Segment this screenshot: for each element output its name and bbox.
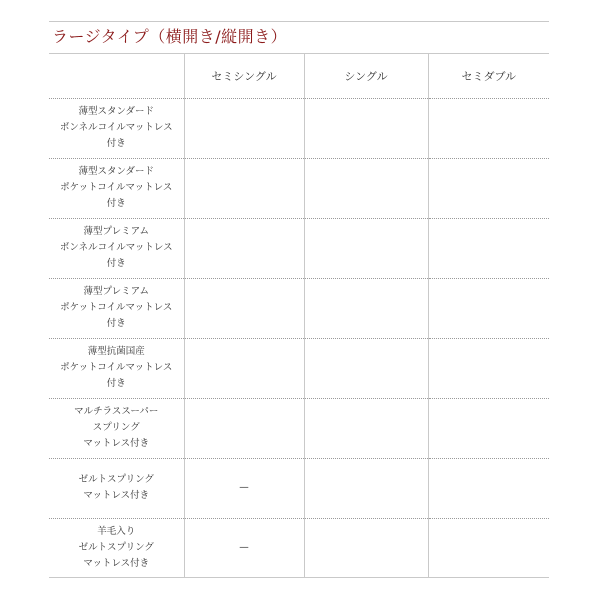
row-label-line: ポケットコイルマットレス	[60, 362, 173, 373]
table-row	[49, 218, 549, 278]
row-label-line: 羊毛入り	[97, 525, 136, 537]
cell-single	[304, 158, 428, 218]
row-label-line: 付き	[106, 258, 126, 269]
cell-semi-double	[428, 458, 549, 518]
cell-semi-double	[428, 98, 549, 158]
table-row	[49, 398, 549, 458]
section-title: ラージタイプ（横開き/縦開き）	[52, 27, 288, 46]
row-label	[49, 218, 184, 278]
column-header-semi-single: セミシングル	[184, 54, 304, 98]
cell-semi-single	[184, 338, 304, 398]
top-divider	[49, 21, 549, 22]
row-label-line: 薄型スタンダード	[78, 166, 155, 177]
row-label-line: マルチラススーパー	[74, 406, 159, 417]
cell-semi-single	[184, 158, 304, 218]
cell-semi-double	[428, 158, 549, 218]
cell-semi-double	[428, 518, 549, 577]
row-label	[49, 98, 184, 158]
table-header-row	[49, 54, 549, 98]
row-label-line: 薄型プレミアム	[83, 286, 149, 297]
row-label-line: マットレス付き	[83, 438, 150, 449]
row-label	[49, 398, 184, 458]
row-label-line: 付き	[106, 378, 126, 389]
row-label-line: ボンネルコイルマットレス	[59, 122, 173, 133]
size-availability-table	[49, 54, 549, 578]
cell-semi-double	[428, 398, 549, 458]
cell-single	[304, 278, 428, 338]
row-label-line: マットレス付き	[83, 557, 150, 569]
cell-semi-single: —	[184, 518, 304, 577]
cell-single	[304, 518, 428, 577]
table-row	[49, 338, 549, 398]
row-label-line: ポケットコイルマットレス	[60, 182, 173, 193]
cell-single	[304, 218, 428, 278]
row-label-line: 薄型抗菌国産	[87, 346, 145, 357]
row-label-line: マットレス付き	[83, 490, 150, 501]
row-label-line: ゼルトスプリング	[78, 474, 154, 485]
table-row	[49, 98, 549, 158]
row-label	[49, 518, 184, 577]
row-label	[49, 158, 184, 218]
row-label	[49, 278, 184, 338]
cell-semi-single	[184, 398, 304, 458]
row-label-line: ポケットコイルマットレス	[60, 302, 173, 313]
cell-semi-double	[428, 278, 549, 338]
cell-single	[304, 98, 428, 158]
row-label-line: 付き	[106, 198, 126, 209]
row-label-line: 付き	[106, 318, 126, 329]
cell-semi-single	[184, 278, 304, 338]
cell-semi-single: —	[184, 458, 304, 518]
row-label-line: 付き	[106, 138, 126, 149]
row-label-line: スプリング	[92, 422, 140, 433]
cell-single	[304, 398, 428, 458]
row-label	[49, 338, 184, 398]
row-label-line: ゼルトスプリング	[78, 541, 154, 553]
cell-semi-double	[428, 218, 549, 278]
column-header-single: シングル	[304, 54, 428, 98]
cell-single	[304, 338, 428, 398]
table-row	[49, 158, 549, 218]
row-label-line: 薄型スタンダード	[78, 106, 155, 117]
column-header-semi-double: セミダブル	[428, 54, 549, 98]
table-row	[49, 278, 549, 338]
column-header-label	[49, 54, 184, 98]
cell-semi-single	[184, 218, 304, 278]
row-label-line: 薄型プレミアム	[83, 226, 149, 237]
cell-semi-single	[184, 98, 304, 158]
cell-semi-double	[428, 338, 549, 398]
table-row	[49, 518, 549, 577]
row-label-line: ボンネルコイルマットレス	[59, 242, 173, 253]
table-row	[49, 458, 549, 518]
cell-single	[304, 458, 428, 518]
row-label	[49, 458, 184, 518]
